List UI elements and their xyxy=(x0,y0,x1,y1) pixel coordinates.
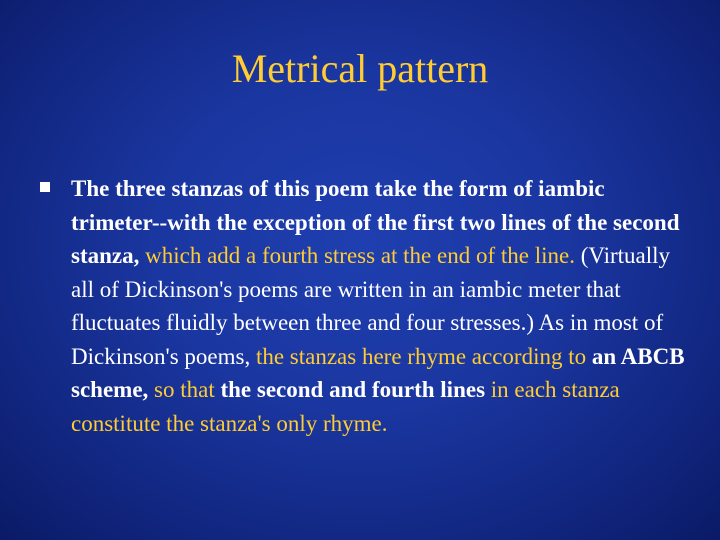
text-segment: the stanzas here rhyme according to xyxy=(250,343,592,369)
text-segment: an ABCB scheme, xyxy=(71,343,685,402)
text-segment: so that xyxy=(148,377,221,402)
square-bullet-icon xyxy=(40,182,50,192)
text-segment: in each stanza constitute the stanza's only rhyme. xyxy=(71,377,620,436)
text-segment: which add a fourth stress at the end of the line. xyxy=(139,243,575,268)
text-segment: the second and fourth lines xyxy=(220,377,486,402)
bullet-text xyxy=(71,172,691,440)
text-segment: The three stanzas of this poem take the form of iambic trimeter--with the exception of the first two lines of the second stanza, xyxy=(71,176,680,268)
slide-title: Metrical pattern xyxy=(231,46,489,91)
text-segment: (Virtually all of Dickinson's poems are written in an iambic meter that fluctuates fluidly between three and four stresses.) As in most of Dickinson's poems, xyxy=(71,243,671,369)
